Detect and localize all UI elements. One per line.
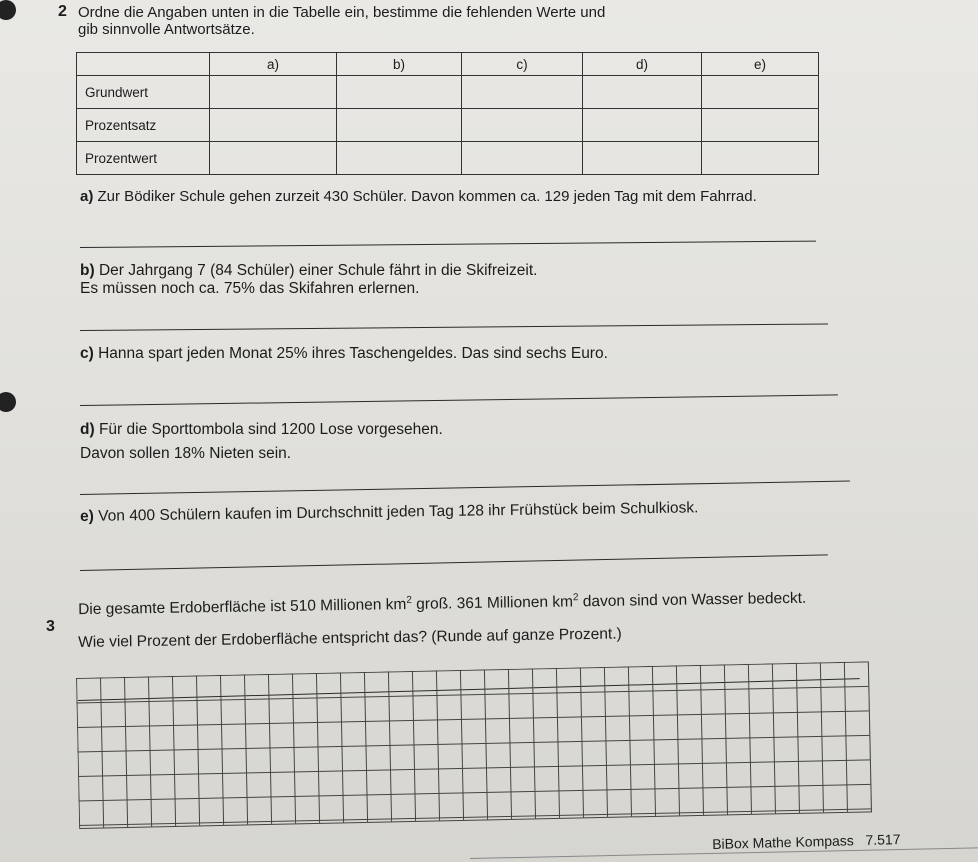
table-cell[interactable] <box>210 142 337 175</box>
item-d-text-1: Für die Sporttombola sind 1200 Lose vorgesehen. <box>98 421 443 438</box>
footer-reference: BiBox Mathe Kompass 7.517 <box>712 831 901 852</box>
item-b-text-2: Es müssen noch ca. 75% das Skifahren erlernen. <box>80 280 420 297</box>
table-row <box>77 76 819 109</box>
table-cell[interactable] <box>337 109 462 142</box>
table-row-label: Grundwert <box>77 76 210 109</box>
table-cell[interactable] <box>702 109 819 142</box>
task3-line1-part-a: Die gesamte Erdoberfläche ist 510 Millionen km <box>78 596 407 619</box>
punch-hole-top <box>0 0 16 20</box>
table-cell[interactable] <box>337 142 462 175</box>
table-col-header: b) <box>337 53 462 76</box>
table-row-label: Prozentsatz <box>77 109 210 142</box>
item-d-text-2: Davon sollen 18% Nieten sein. <box>80 445 292 462</box>
table-col-header: a) <box>210 53 337 76</box>
answer-line-e[interactable] <box>80 554 828 571</box>
task3-line1-part-b: groß. 361 Millionen km <box>411 593 574 613</box>
task3-superscript-1: 2 <box>406 594 412 606</box>
table-cell[interactable] <box>210 109 337 142</box>
table-corner <box>77 53 210 76</box>
task3-line2: Wie viel Prozent der Erdoberfläche entspricht das? (Runde auf ganze Prozent.) <box>78 625 622 651</box>
item-a-label: a) <box>80 188 94 205</box>
task2-instruction-line2: gib sinnvolle Antwortsätze. <box>78 21 255 38</box>
task2-instruction-line1: Ordne die Angaben unten in die Tabelle ein, bestimme die fehlenden Werte und <box>78 4 606 21</box>
table-cell[interactable] <box>462 76 583 109</box>
answer-grid[interactable] <box>76 661 872 829</box>
table-header-row <box>77 53 819 76</box>
item-e-text: Von 400 Schülern kaufen im Durchschnitt jeden Tag 128 ihr Frühstück beim Schulkiosk. <box>98 499 699 525</box>
item-c <box>80 345 608 363</box>
task2-number: 2 <box>58 3 67 20</box>
answer-line-b[interactable] <box>80 323 828 331</box>
table-cell[interactable] <box>462 109 583 142</box>
task3-number: 3 <box>46 618 55 635</box>
item-b-text-1: Der Jahrgang 7 (84 Schüler) einer Schule fährt in die Skifreizeit. <box>98 262 538 279</box>
table-row <box>77 109 819 142</box>
item-c-text: Hanna spart jeden Monat 25% ihres Taschengeldes. Das sind sechs Euro. <box>98 345 608 362</box>
table-col-header: c) <box>462 53 583 76</box>
item-d-label: d) <box>80 421 95 438</box>
table-cell[interactable] <box>702 76 819 109</box>
value-table <box>76 52 819 175</box>
item-e-label: e) <box>80 507 95 525</box>
item-e <box>80 499 699 526</box>
table-cell[interactable] <box>337 76 462 109</box>
table-cell[interactable] <box>210 76 337 109</box>
punch-hole-bottom <box>0 392 16 412</box>
item-b-label: b) <box>80 262 95 279</box>
table-row <box>77 142 819 175</box>
table-cell[interactable] <box>583 76 702 109</box>
answer-line-d[interactable] <box>80 481 850 495</box>
item-d <box>80 421 443 439</box>
table-cell[interactable] <box>583 109 702 142</box>
table-cell[interactable] <box>462 142 583 175</box>
table-cell[interactable] <box>702 142 819 175</box>
item-b <box>80 262 537 280</box>
task3-superscript-2: 2 <box>572 592 579 604</box>
table-col-header: d) <box>583 53 702 76</box>
item-a-text: Zur Bödiker Schule gehen zurzeit 430 Schüler. Davon kommen ca. 129 jeden Tag mit dem Fahrrad. <box>97 188 757 205</box>
task3-line1-part-c: davon sind von Wasser bedeckt. <box>578 589 807 611</box>
table-cell[interactable] <box>583 142 702 175</box>
item-c-label: c) <box>80 345 94 362</box>
task3-line1 <box>78 589 806 620</box>
answer-line-c[interactable] <box>80 394 838 406</box>
table-col-header: e) <box>702 53 819 76</box>
answer-line-a[interactable] <box>80 241 816 248</box>
table-row-label: Prozentwert <box>77 142 210 175</box>
item-a <box>80 188 757 205</box>
